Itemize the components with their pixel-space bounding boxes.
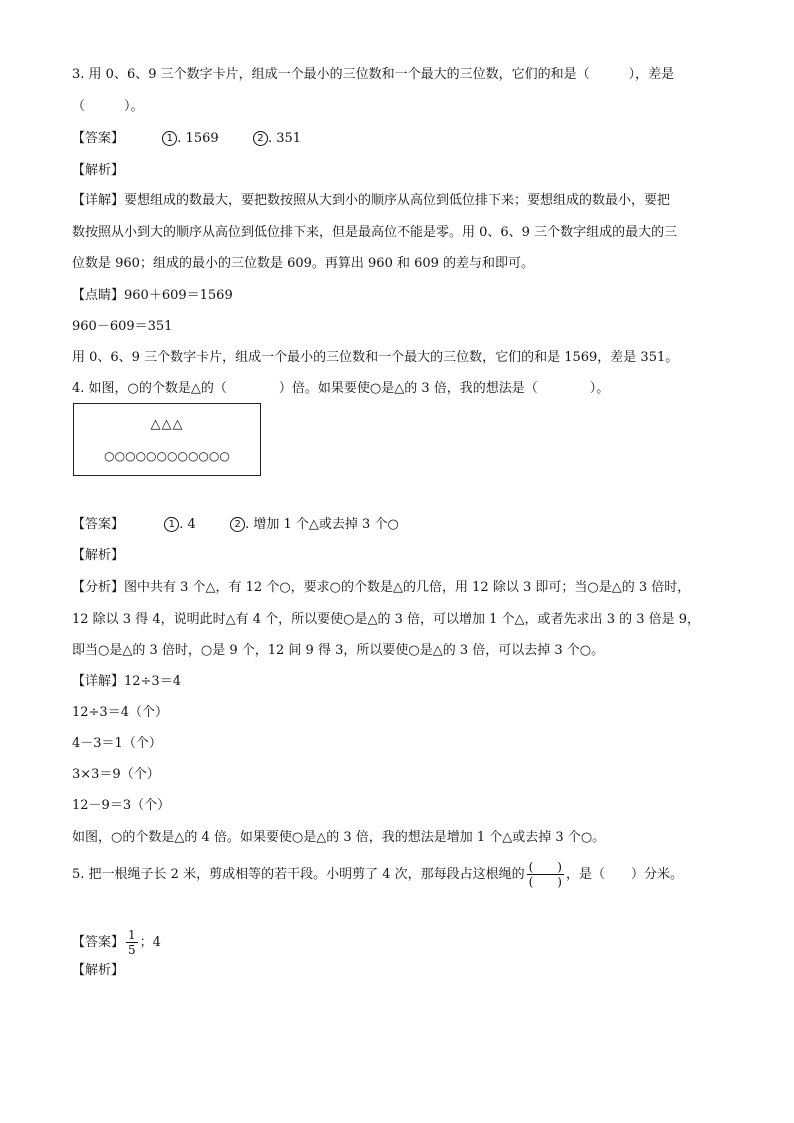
triangles-row: △△△ — [150, 417, 184, 432]
q3-detail-line2: 数按照从小到大的顺序从高位到低位排下来，但是最高位不能是零。用 0、6、9 三个数字组成的最大的三 — [72, 225, 678, 240]
q5-stem — [72, 860, 683, 889]
q3-summary: 用 0、6、9 三个数字卡片，组成一个最小的三位数和一个最大的三位数，它们的和是 1569，差是 351。 — [72, 350, 679, 365]
answer-number-1-icon: 1 — [162, 131, 177, 146]
q3-stem-line1: 3. 用 0、6、9 三个数字卡片，组成一个最小的三位数和一个最大的三位数，它们的和是（ ），差是 — [72, 67, 675, 82]
q4-calc-4: 12－9＝3（个） — [72, 798, 171, 813]
q4-summary: 如图，○的个数是△的 4 倍。如果要使○是△的 3 倍，我的想法是增加 1 个△或去掉 3 个○。 — [72, 830, 606, 845]
answer-value-1: . 1569 — [177, 131, 219, 146]
answer-tag: 【答案】 — [72, 131, 125, 146]
answer-tag: 【答案】 — [72, 517, 125, 532]
q4-stem: 4. 如图，○的个数是△的（ ）倍。如果要使○是△的 3 倍，我的想法是（ ）。 — [72, 381, 610, 396]
answer-tag: 【答案】 — [72, 935, 125, 950]
q3-analysis-tag: 【解析】 — [72, 163, 125, 178]
fraction-numerator: 1 — [128, 928, 136, 942]
q4-detail-line: 【详解】12÷3＝4 — [72, 674, 181, 689]
q4-analysis-line3: 即当○是△的 3 倍时，○是 9 个，12 间 9 得 3，所以要使○是△的 3 倍，可以去掉 3 个○。 — [72, 643, 605, 658]
q4-answer-row — [72, 516, 399, 534]
q3-point-line: 【点睛】960＋609＝1569 — [72, 288, 233, 303]
circles-row: ○○○○○○○○○○○○ — [104, 449, 230, 463]
q4-analysis-line2: 12 除以 3 得 4，说明此时△有 4 个，所以要使○是△的 3 倍，可以增加 1 个△，或者先求出 3 的 3 倍是 9， — [72, 612, 701, 627]
q5-analysis-tag: 【解析】 — [72, 963, 125, 978]
answer-value-2: . 351 — [267, 131, 302, 146]
q4-analysis-line1: 【分析】图中共有 3 个△，有 12 个○，要求○的个数是△的几倍，用 12 除以 3 即可；当○是△的 3 倍时， — [72, 580, 691, 595]
fraction-numerator: ( ) — [528, 860, 562, 874]
q3-answer-row — [72, 130, 301, 148]
q3-stem-line2: （ ）。 — [72, 99, 144, 114]
answer-value-2: . 增加 1 个△或去掉 3 个○ — [245, 517, 399, 532]
q4-figure — [73, 403, 261, 476]
answer-value-1: . 4 — [179, 517, 196, 532]
q5-stem-part2: ，是（ ）分米。 — [565, 867, 683, 882]
q4-calc-1: 12÷3＝4（个） — [72, 705, 168, 720]
q4-analysis-tag: 【解析】 — [72, 548, 125, 563]
answer-number-2-icon: 2 — [253, 131, 268, 146]
answer-rest: ；4 — [139, 935, 161, 950]
q5-blank-fraction — [527, 860, 564, 889]
q4-calc-2: 4－3＝1（个） — [72, 736, 162, 751]
q5-stem-part1: 5. 把一根绳子长 2 米，剪成相等的若干段。小明剪了 4 次，那每段占这根绳的 — [72, 867, 525, 882]
q3-calc-line: 960－609＝351 — [72, 319, 173, 334]
q3-detail-line1: 【详解】要想组成的数最大，要把数按照从大到小的顺序从高位到低位排下来；要想组成的数最小，要把 — [72, 193, 671, 208]
answer-number-2-icon: 2 — [230, 517, 245, 532]
answer-number-1-icon: 1 — [164, 517, 179, 532]
fraction-denominator: 5 — [128, 943, 136, 957]
q3-detail-line3: 位数是 960；组成的最小的三位数是 609。再算出 960 和 609 的差与和即可。 — [72, 256, 535, 271]
q4-calc-3: 3×3＝9（个） — [72, 767, 160, 782]
answer-fraction — [126, 928, 138, 957]
q5-answer-row — [72, 928, 161, 957]
fraction-denominator: ( ) — [528, 875, 562, 889]
